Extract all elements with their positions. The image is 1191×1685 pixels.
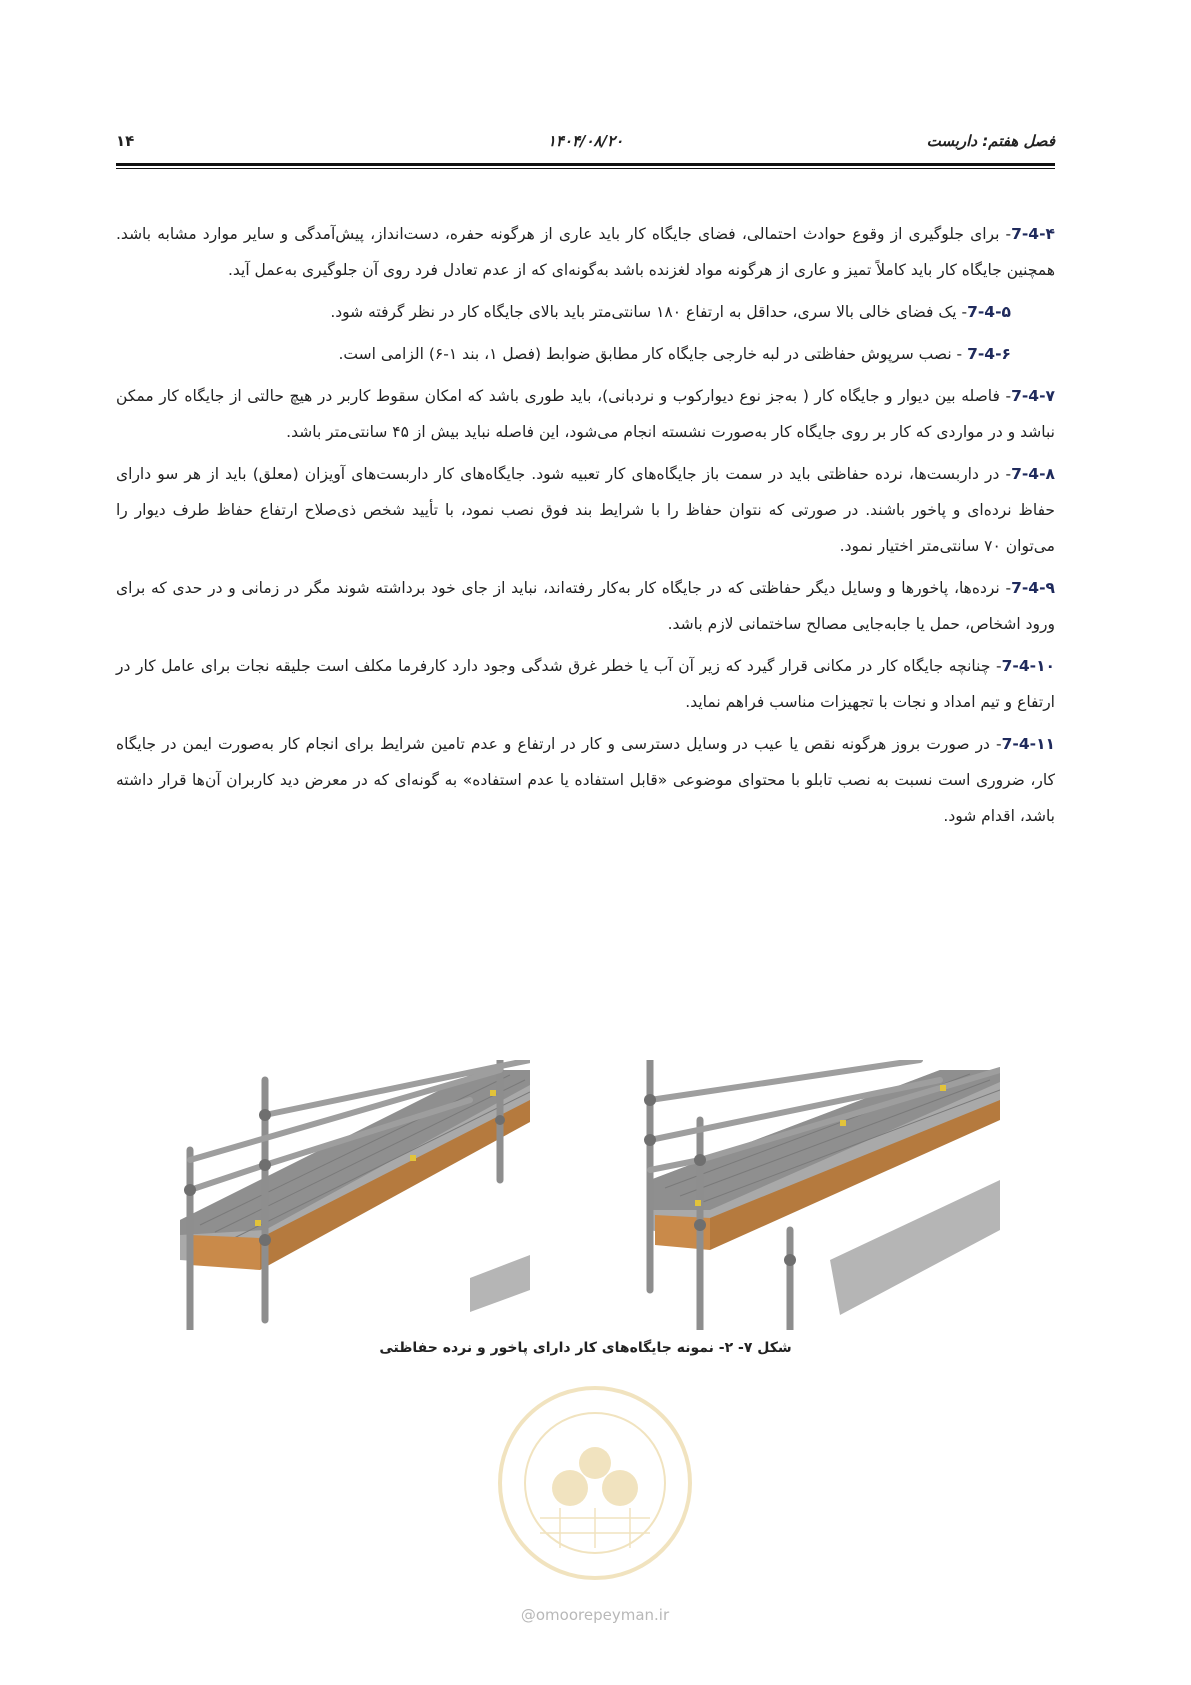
page-number: ۱۴ <box>116 132 135 150</box>
paragraph <box>116 216 1055 288</box>
clause-number: 7-4-۱۱ <box>1001 735 1055 753</box>
watermark-logo <box>490 1378 700 1588</box>
clause-number: 7-4-۵ <box>967 303 1011 321</box>
clause-number: 7-4-۴ <box>1011 225 1055 243</box>
figure-scaffolds <box>170 1060 1000 1330</box>
watermark-text: @omoorepeyman.ir <box>520 1606 670 1624</box>
clause-text: - در صورت بروز هرگونه نقص یا عیب در وسایل دسترسی و کار در ارتفاع و عدم تامین شرایط برای انجام کار به‌صورت ایمن در جایگاه کار، ضروری است نسبت به نصب تابلو با محتوای موضوعی «قابل استفاده یا عدم استفاده» به گونه‌ای که در معرض دید کاربران آن‌ها قرار داشته باشد، اقدام شود. <box>116 735 1055 825</box>
header-rule-thick <box>116 163 1055 166</box>
clause-number: 7-4-۸ <box>1011 465 1055 483</box>
clause-text: - فاصله بین دیوار و جایگاه کار ( به‌جز نوع دیوارکوب و نردبانی)، باید طوری باشد که امکان سقوط کاربر در هیچ حالتی از جایگاه کار ممکن نباشد و در مواردی که کار بر روی جایگاه کار به‌صورت نشسته انجام می‌شود، این فاصله نباید بیش از ۴۵ سانتی‌متر باشد. <box>116 387 1055 441</box>
paragraph <box>116 570 1055 642</box>
chapter-title: فصل هفتم: داربست <box>926 132 1055 150</box>
clause-text: - نرده‌ها، پاخورها و وسایل دیگر حفاظتی که در جایگاه کار به‌کار رفته‌اند، نباید از جای خود برداشته شوند مگر در زمانی و در حدی که برای ورود اشخاص، حمل یا جابه‌جایی مصالح ساختمانی لازم باشد. <box>116 579 1055 633</box>
clause-text: - برای جلوگیری از وقوع حوادث احتمالی، فضای جایگاه کار باید عاری از هرگونه حفره، دست‌انداز، پیش‌آمدگی و سایر موارد مشابه باشد. همچنین جایگاه کار باید کاملاً تمیز و عاری از هرگونه مواد لغزنده باشد به‌گونه‌ای که از عدم تعادل فرد روی آن جلوگیری به‌عمل آید. <box>116 225 1055 279</box>
paragraph <box>116 336 1055 372</box>
header-date: ۱۴۰۴/۰۸/۲۰ <box>547 132 624 150</box>
paragraph <box>116 648 1055 720</box>
clause-number: 7-4-۱۰ <box>1001 657 1055 675</box>
figure-caption: شکل ۷- ۲- نمونه جایگاه‌های کار دارای پاخور و نرده حفاظتی <box>379 1340 792 1356</box>
paragraph <box>116 456 1055 564</box>
clause-text: - چنانچه جایگاه کار در مکانی قرار گیرد که زیر آن آب یا خطر غرق شدگی وجود دارد کارفرما مکلف است جلیقه نجات برای عامل کار در ارتفاع و تیم امداد و نجات با تجهیزات مناسب فراهم نماید. <box>116 657 1055 711</box>
clause-number: 7-4-۹ <box>1011 579 1055 597</box>
page-header <box>116 132 1055 166</box>
paragraph <box>116 294 1055 330</box>
paragraph <box>116 726 1055 834</box>
clause-text: - در داربست‌ها، نرده حفاظتی باید در سمت باز جایگاه‌های کار تعبیه شود. جایگاه‌های کار داربست‌های آویزان (معلق) باید از هر سو دارای حفاظ نرده‌ای و پاخور باشند. در صورتی که نتوان حفاظ را با شرایط بند فوق نصب نمود، با تأیید شخص ذی‌صلاح ارتفاع حفاظ طرف دیوار را می‌توان ۷۰ سانتی‌متر اختیار نمود. <box>116 465 1055 555</box>
clause-number: 7-4-۷ <box>1011 387 1055 405</box>
header-rule-thin <box>116 168 1055 169</box>
paragraph <box>116 378 1055 450</box>
scaffold-image-right <box>640 1060 1000 1330</box>
clause-number: 7-4-۶ <box>967 345 1011 363</box>
body-text <box>116 216 1055 840</box>
clause-text: - یک فضای خالی بالا سری، حداقل به ارتفاع ۱۸۰ سانتی‌متر باید بالای جایگاه کار در نظر گرفته شود. <box>330 303 968 321</box>
scaffold-image-left <box>170 1060 530 1330</box>
clause-text: - نصب سرپوش حفاظتی در لبه خارجی جایگاه کار مطابق ضوابط (فصل ۱، بند ۱-۶) الزامی است. <box>338 345 968 363</box>
